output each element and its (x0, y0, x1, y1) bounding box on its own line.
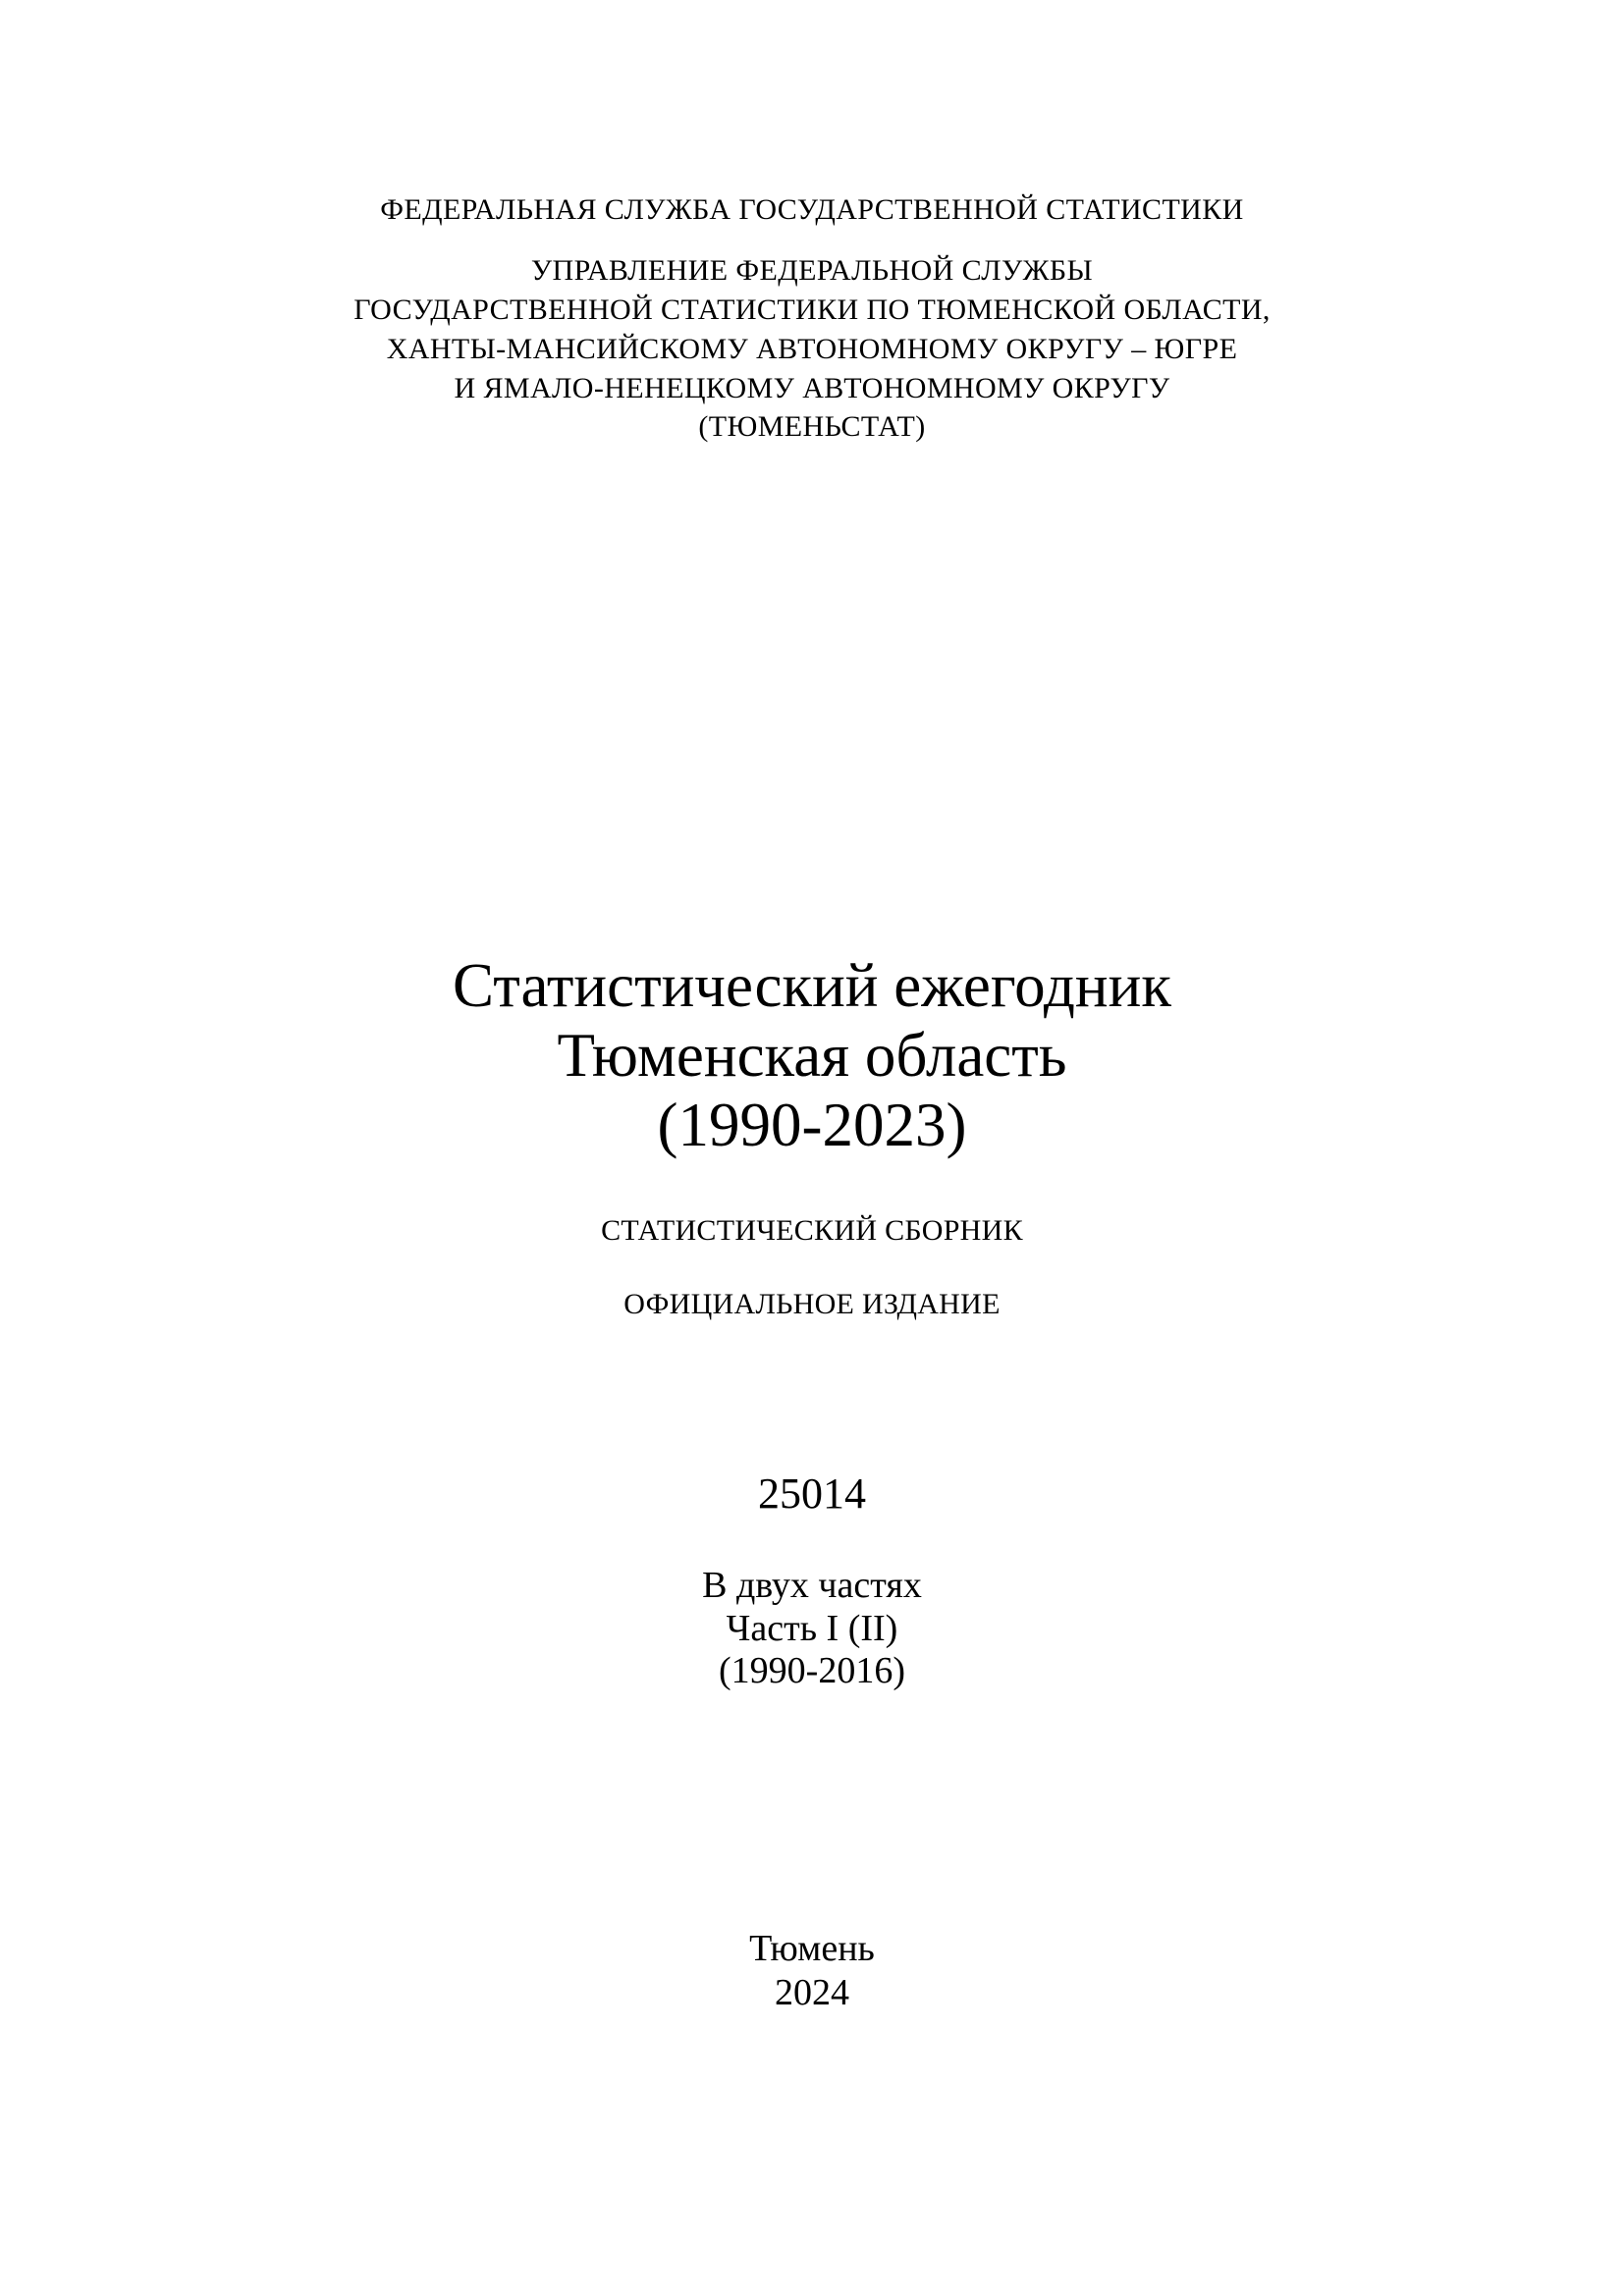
parts-count: В двух частях (702, 1565, 922, 1606)
catalog-number: 25014 (758, 1469, 866, 1518)
title-line: Тюменская область (557, 1021, 1067, 1090)
collection-type: СТАТИСТИЧЕСКИЙ СБОРНИК (601, 1214, 1023, 1247)
department-line: УПРАВЛЕНИЕ ФЕДЕРАЛЬНОЙ СЛУЖБЫ (530, 254, 1094, 287)
title-years: (1990-2023) (657, 1091, 967, 1159)
title-line: Статистический ежегодник (453, 951, 1171, 1020)
department-line: ХАНТЫ-МАНСИЙСКОМУ АВТОНОМНОМУ ОКРУГУ – ЮГРЕ (386, 333, 1238, 365)
part-years: (1990-2016) (719, 1650, 905, 1691)
imprint-year: 2024 (775, 1972, 849, 2013)
edition-type: ОФИЦИАЛЬНОЕ ИЗДАНИЕ (623, 1288, 1001, 1320)
department-line: И ЯМАЛО-НЕНЕЦКОМУ АВТОНОМНОМУ ОКРУГУ (454, 372, 1170, 404)
part-number: Часть I (II) (726, 1608, 898, 1649)
department-short-name: (ТЮМЕНЬСТАТ) (698, 410, 926, 443)
imprint-city: Тюмень (749, 1928, 875, 1969)
agency-name: ФЕДЕРАЛЬНАЯ СЛУЖБА ГОСУДАРСТВЕННОЙ СТАТИСТИКИ (380, 193, 1244, 226)
department-line: ГОСУДАРСТВЕННОЙ СТАТИСТИКИ ПО ТЮМЕНСКОЙ ОБЛАСТИ, (353, 294, 1271, 326)
